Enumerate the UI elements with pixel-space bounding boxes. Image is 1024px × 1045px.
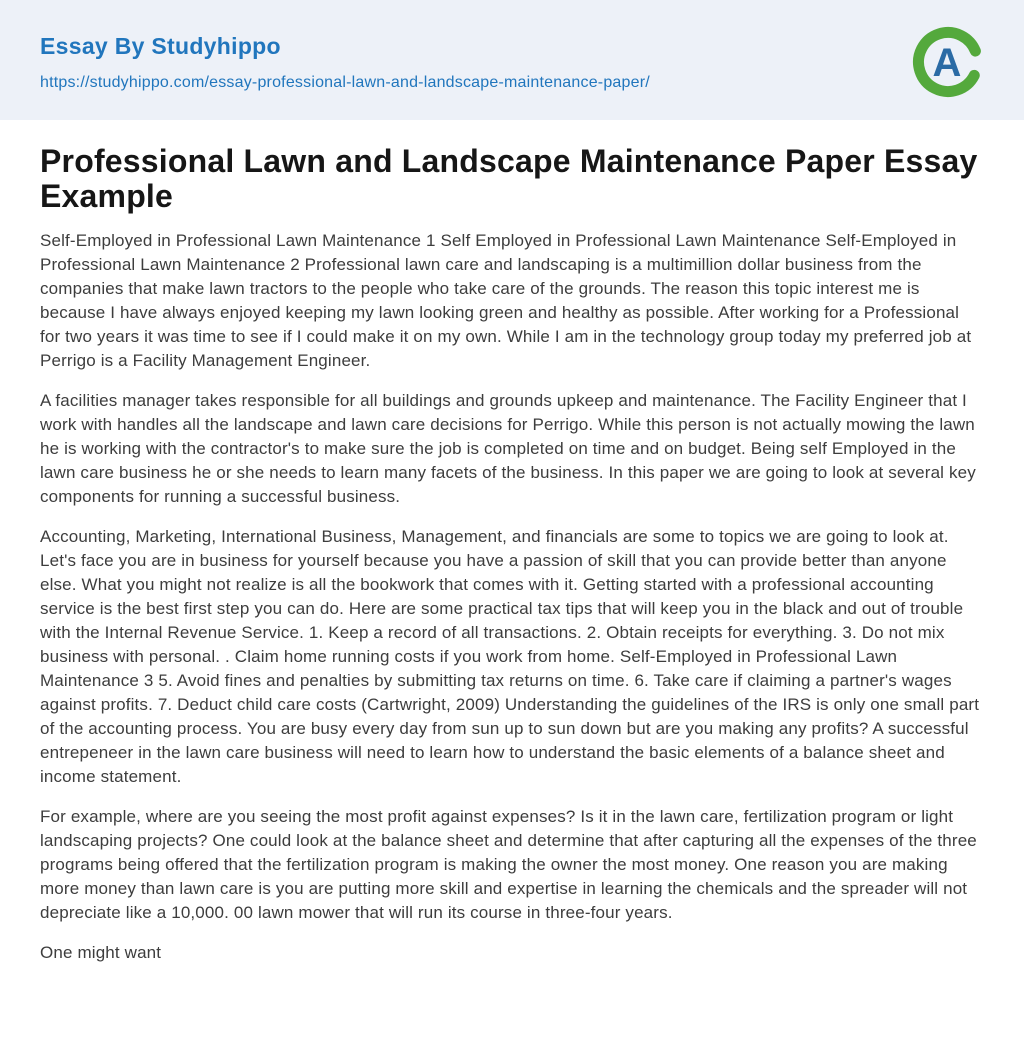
essay-title: Professional Lawn and Landscape Maintenance Paper Essay Example <box>40 143 978 214</box>
essay-article <box>0 120 1024 1005</box>
essay-paragraph-5: One might want <box>40 943 162 963</box>
logo-letter: A <box>932 41 962 85</box>
essay-paragraph-3: Accounting, Marketing, International Business, Management, and financials are some to topics we are going to look at. Let's face you are in business for yourself because you have a passion of skill that you can provide better than anyone else. What you might not realize is all the bookwork that comes with it. Getting started with a professional accounting service is the best first step you can do. Here are some practical tax tips that will keep you in the black and out of trouble with the Internal Revenue Service. 1. Keep a record of all transactions. 2. Obtain receipts for everything. 3. Do not mix business with personal. . Claim home running costs if you work from home. Self-Employed in Professional Lawn Maintenance 3 5. Avoid fines and penalties by submitting tax returns on time. 6. Take care if claiming a partner's wages against profits. 7. Deduct child care costs (Cartwright, 2009) Understanding the guidelines of the IRS is only one small part of the accounting process. You are busy every day from sun up to sun down but are you making any profits? A successful entrepeneer in the lawn care business will need to learn how to understand the basic elements of a balance sheet and income statement. <box>40 527 980 787</box>
essay-paragraph-2: A facilities manager takes responsible for all buildings and grounds upkeep and maintenance. The Facility Engineer that I work with handles all the landscape and lawn care decisions for Perrigo. While this person is not actually mowing the lawn he is working with the contractor's to make sure the job is completed on time and on budget. Being self Employed in the lawn care business he or she needs to learn many facets of the business. In this paper we are going to look at several key components for running a successful business. <box>40 391 976 507</box>
essay-paragraph-4: For example, where are you seeing the most profit against expenses? Is it in the lawn care, fertilization program or light landscaping projects? One could look at the balance sheet and determine that after capturing all the expenses of the three programs being offered that the fertilization program is making the owner the most money. One reason you are making more money than lawn care is you are putting more skill and expertise in learning the chemicals and the spreader will not depreciate like a 10,000. 00 lawn mower that will run its course in three-four years. <box>40 807 977 923</box>
header-text-block <box>40 33 650 92</box>
page-header <box>0 0 1024 120</box>
essay-paragraph-1: Self-Employed in Professional Lawn Maintenance 1 Self Employed in Professional Lawn Maintenance Self-Employed in Professional Lawn Maintenance 2 Professional lawn care and landscaping is a multimillion dollar business from the companies that make lawn tractors to the people who take care of the grounds. The reason this topic interest me is because I have always enjoyed keeping my lawn looking green and healthy as possible. After working for a Professional for two years it was time to see if I could make it on my own. While I am in the technology group today my preferred job at Perrigo is a Facility Management Engineer. <box>40 231 972 371</box>
studyhippo-logo-icon <box>912 26 984 98</box>
source-url-link[interactable]: https://studyhippo.com/essay-professional-lawn-and-landscape-maintenance-paper/ <box>40 73 650 91</box>
site-title: Essay By Studyhippo <box>40 32 281 59</box>
